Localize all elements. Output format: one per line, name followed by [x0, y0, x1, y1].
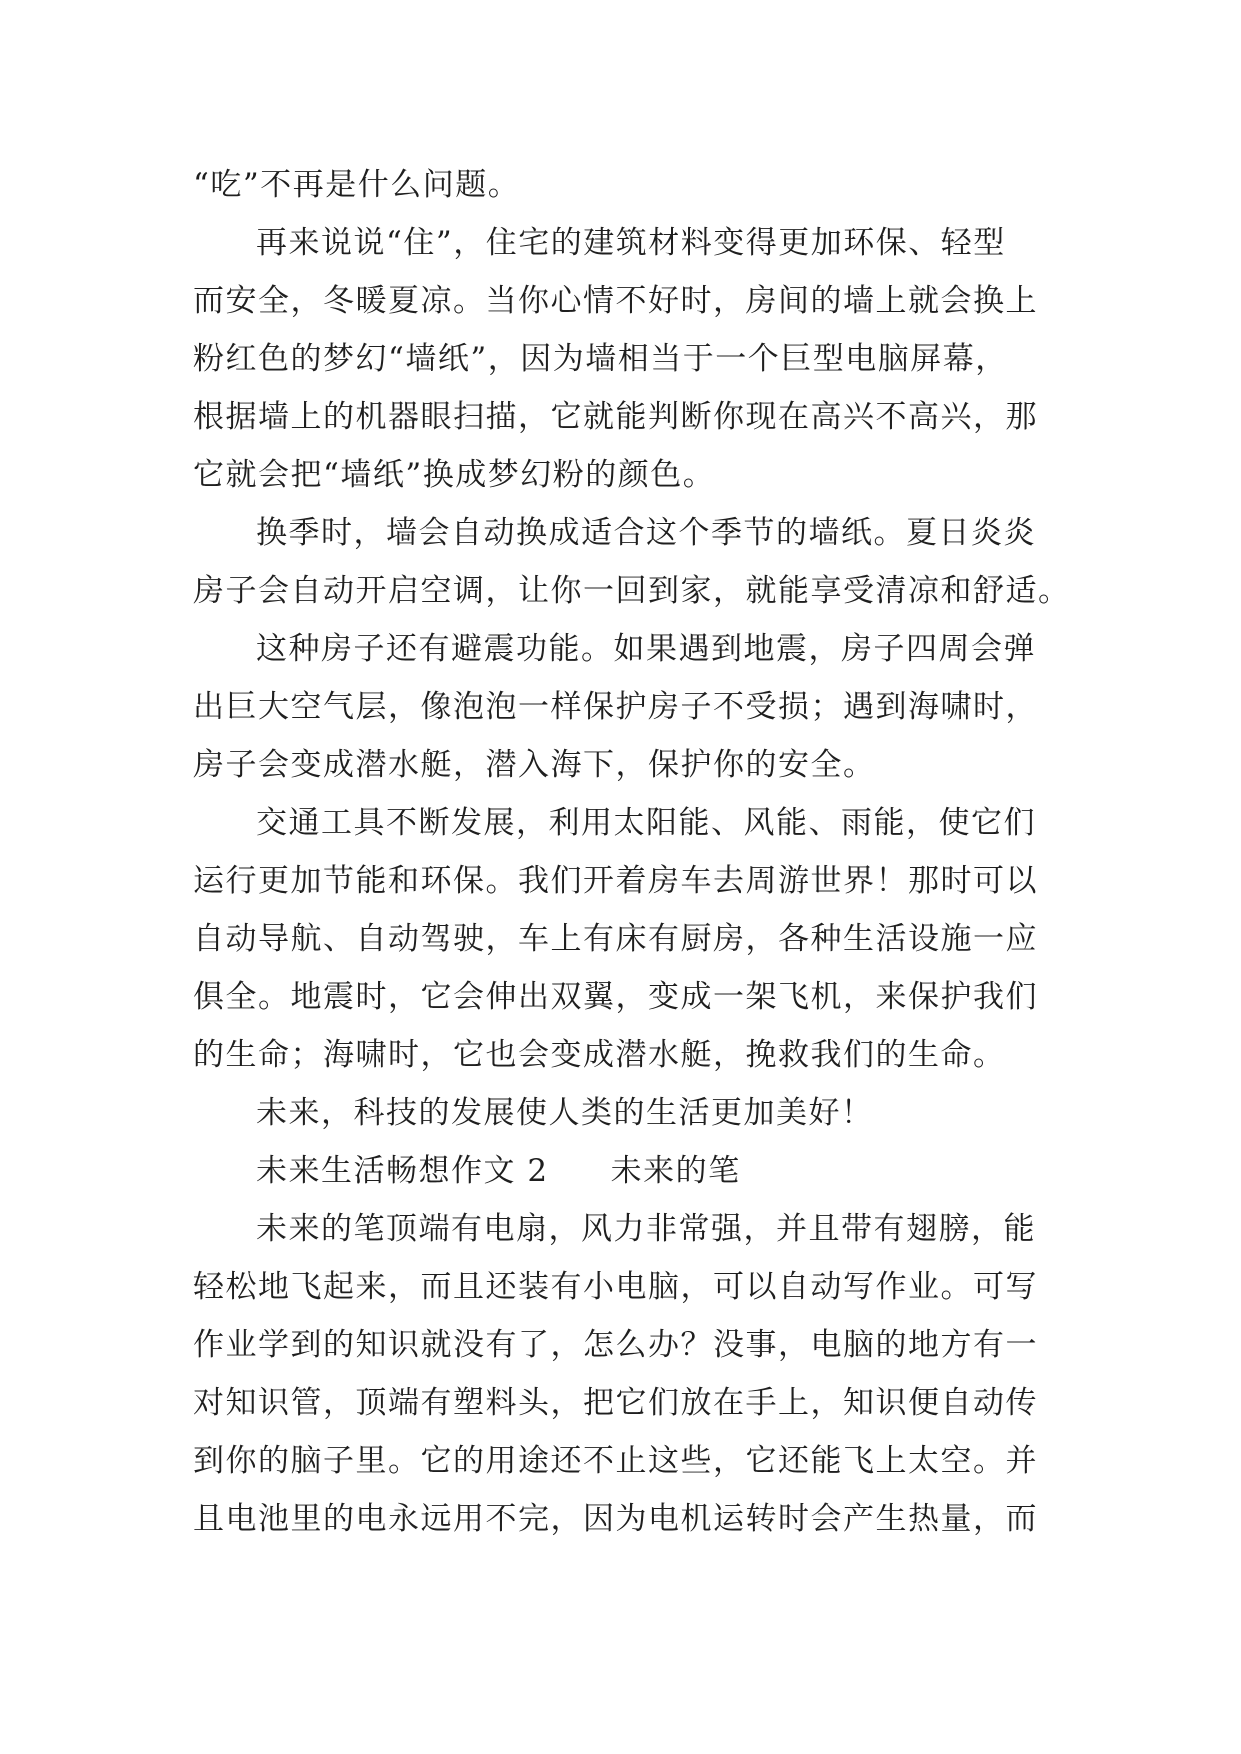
text-line: 根据墙上的机器眼扫描，它就能判断你现在高兴不高兴，那	[193, 399, 1038, 435]
text-line: 的生命；海啸时，它也会变成潜水艇，挽救我们的生命。	[193, 1037, 1006, 1073]
text-line: 作业学到的知识就没有了，怎么办？没事，电脑的地方有一	[193, 1327, 1038, 1363]
paragraph-line: 再来说说“住”，住宅的建筑材料变得更加环保、轻型	[256, 225, 1006, 261]
text-line: “吃”不再是什么问题。	[193, 167, 521, 203]
paragraph-line: 这种房子还有避震功能。如果遇到地震，房子四周会弹	[256, 631, 1036, 667]
text-line: 而安全，冬暖夏凉。当你心情不好时，房间的墙上就会换上	[193, 283, 1038, 319]
paragraph-line: 换季时，墙会自动换成适合这个季节的墙纸。夏日炎炎	[256, 515, 1036, 551]
paragraph-line: 未来的笔顶端有电扇，风力非常强，并且带有翅膀，能	[256, 1211, 1036, 1247]
text-line: 运行更加节能和环保。我们开着房车去周游世界！那时可以	[193, 863, 1038, 899]
section-heading	[256, 1151, 1073, 1191]
text-line: 房子会变成潜水艇，潜入海下，保护你的安全。	[193, 747, 876, 783]
text-line: 自动导航、自动驾驶，车上有床有厨房，各种生活设施一应	[193, 921, 1038, 957]
text-line: 对知识管，顶端有塑料头，把它们放在手上，知识便自动传	[193, 1385, 1038, 1421]
text-line: 出巨大空气层，像泡泡一样保护房子不受损；遇到海啸时，	[193, 689, 1038, 725]
text-line: 且电池里的电永远用不完，因为电机运转时会产生热量，而	[193, 1501, 1038, 1537]
text-line: 它就会把“墙纸”换成梦幻粉的颜色。	[193, 457, 716, 493]
text-line: 轻松地飞起来，而且还装有小电脑，可以自动写作业。可写	[193, 1269, 1038, 1305]
text-line: 房子会自动开启空调，让你一回到家，就能享受清凉和舒适。	[193, 573, 1071, 609]
paragraph-line: 未来，科技的发展使人类的生活更加美好！	[256, 1095, 874, 1131]
text-line: 到你的脑子里。它的用途还不止这些，它还能飞上太空。并	[193, 1443, 1038, 1479]
heading-subtitle: 未来的笔	[610, 1153, 741, 1189]
paragraph-line: 交通工具不断发展，利用太阳能、风能、雨能，使它们	[256, 805, 1036, 841]
text-line: 粉红色的梦幻“墙纸”，因为墙相当于一个巨型电脑屏幕，	[193, 341, 1008, 377]
heading-title: 未来生活畅想作文 2	[256, 1153, 549, 1189]
text-line: 俱全。地震时，它会伸出双翼，变成一架飞机，来保护我们	[193, 979, 1038, 1015]
